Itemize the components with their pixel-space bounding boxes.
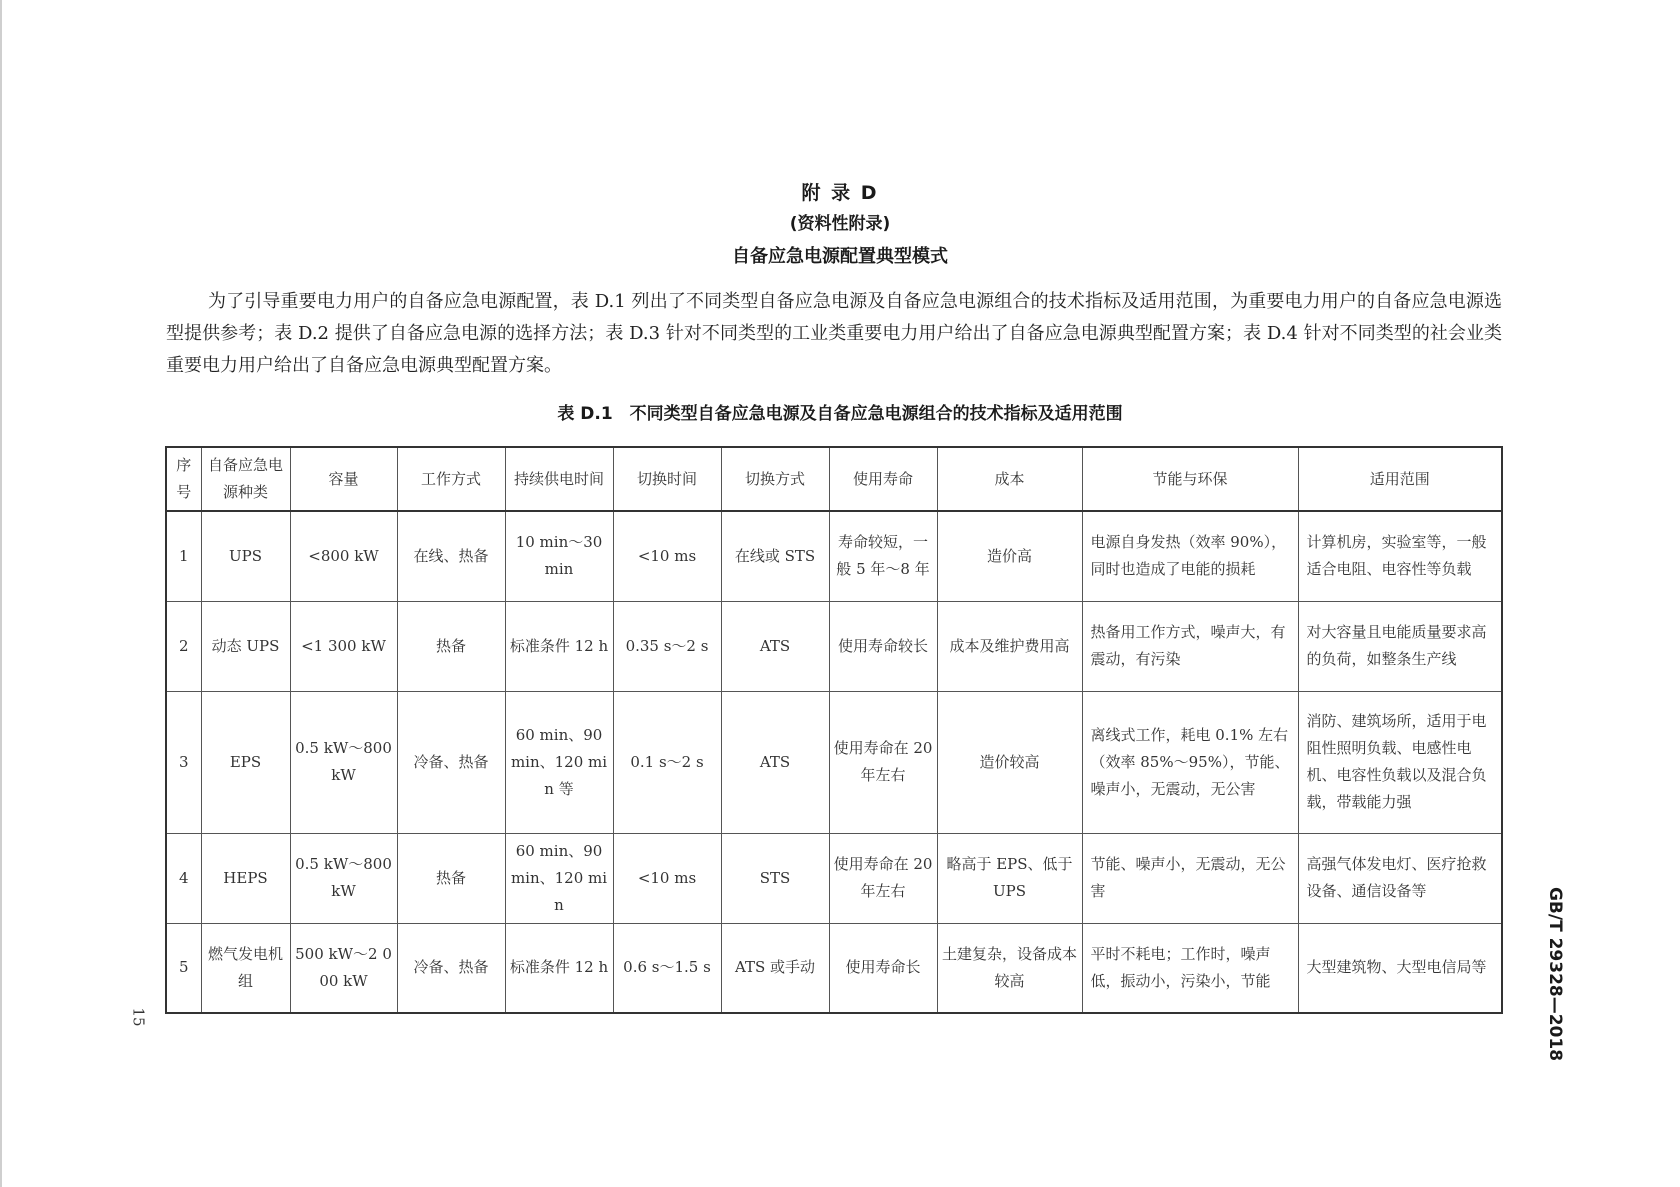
table-cell: 0.1 s～2 s bbox=[613, 691, 721, 833]
table-cell: 0.5 kW～800 kW bbox=[290, 691, 397, 833]
table-cell: 5 bbox=[166, 923, 201, 1013]
table-cell: 土建复杂，设备成本较高 bbox=[937, 923, 1082, 1013]
table-cell: 冷备、热备 bbox=[397, 923, 505, 1013]
table-cell: 造价高 bbox=[937, 511, 1082, 601]
table-cell: 计算机房，实验室等，一般适合电阻、电容性等负载 bbox=[1298, 511, 1502, 601]
table-cell: 2 bbox=[166, 601, 201, 691]
table-cell: ATS bbox=[721, 691, 829, 833]
table-row bbox=[166, 833, 1502, 923]
table-cell: EPS bbox=[201, 691, 290, 833]
table-cell: 3 bbox=[166, 691, 201, 833]
table-cell: 标准条件 12 h bbox=[505, 923, 613, 1013]
table-cell: 成本及维护费用高 bbox=[937, 601, 1082, 691]
table-cell: 冷备、热备 bbox=[397, 691, 505, 833]
table-cell: 标准条件 12 h bbox=[505, 601, 613, 691]
intro-paragraph: 为了引导重要电力用户的自备应急电源配置，表 D.1 列出了不同类型自备应急电源及自备应急电源组合的技术指标及适用范围，为重要电力用户的自备应急电源选型提供参考；表 D.2 提供了自备应急电源的选择方法；表 D.3 针对不同类型的工业类重要电力用户给出了自备应急电源典型配置方案；表 D.4 针对不同类型的社会业类重要电力用户给出了自备应急电源典型配置方案。 bbox=[166, 291, 1502, 376]
header-cell: 序号 bbox=[166, 447, 201, 511]
header-cell: 容量 bbox=[290, 447, 397, 511]
table-cell: 动态 UPS bbox=[201, 601, 290, 691]
table-cell: <10 ms bbox=[613, 833, 721, 923]
table-cell: 10 min～30 min bbox=[505, 511, 613, 601]
table-cell: 使用寿命长 bbox=[829, 923, 937, 1013]
table-row bbox=[166, 923, 1502, 1013]
table-cell: 造价较高 bbox=[937, 691, 1082, 833]
table-cell: 在线或 STS bbox=[721, 511, 829, 601]
appendix-title: 附 录 D bbox=[801, 182, 879, 204]
table-cell: 使用寿命在 20 年左右 bbox=[829, 691, 937, 833]
table-cell: 寿命较短，一般 5 年～8 年 bbox=[829, 511, 937, 601]
table-cell: 电源自身发热（效率 90%），同时也造成了电能的损耗 bbox=[1082, 511, 1298, 601]
table-cell: 500 kW～2 000 kW bbox=[290, 923, 397, 1013]
header-cell: 切换方式 bbox=[721, 447, 829, 511]
table-cell: 略高于 EPS、低于 UPS bbox=[937, 833, 1082, 923]
table-cell: 高强气体发电灯、医疗抢救设备、通信设备等 bbox=[1298, 833, 1502, 923]
table-cell: 使用寿命在 20 年左右 bbox=[829, 833, 937, 923]
table-cell: 0.5 kW～800 kW bbox=[290, 833, 397, 923]
table-cell: <10 ms bbox=[613, 511, 721, 601]
table-cell: 1 bbox=[166, 511, 201, 601]
table-cell: ATS bbox=[721, 601, 829, 691]
spec-table bbox=[165, 446, 1503, 1014]
table-cell: 0.6 s～1.5 s bbox=[613, 923, 721, 1013]
table-cell: 离线式工作，耗电 0.1% 左右（效率 85%～95%），节能、噪声小，无震动，无公害 bbox=[1082, 691, 1298, 833]
table-header-row bbox=[166, 447, 1502, 511]
table-cell: <800 kW bbox=[290, 511, 397, 601]
table-cell: 节能、噪声小，无震动，无公害 bbox=[1082, 833, 1298, 923]
header-cell: 持续供电时间 bbox=[505, 447, 613, 511]
table-cell: STS bbox=[721, 833, 829, 923]
table-cell: 4 bbox=[166, 833, 201, 923]
table-cell: 消防、建筑场所，适用于电阻性照明负载、电感性电机、电容性负载以及混合负载，带载能力强 bbox=[1298, 691, 1502, 833]
table-row bbox=[166, 601, 1502, 691]
table-cell: ATS 或手动 bbox=[721, 923, 829, 1013]
table-cell: 对大容量且电能质量要求高的负荷，如整条生产线 bbox=[1298, 601, 1502, 691]
table-cell: HEPS bbox=[201, 833, 290, 923]
table-cell: 使用寿命较长 bbox=[829, 601, 937, 691]
table-cell: 在线、热备 bbox=[397, 511, 505, 601]
table-row bbox=[166, 511, 1502, 601]
table-caption: 表 D.1 不同类型自备应急电源及自备应急电源组合的技术指标及适用范围 bbox=[557, 404, 1123, 424]
table-cell: 60 min、90 min、120 min 等 bbox=[505, 691, 613, 833]
header-cell: 节能与环保 bbox=[1082, 447, 1298, 511]
table-cell: 燃气发电机组 bbox=[201, 923, 290, 1013]
table-cell: 大型建筑物、大型电信局等 bbox=[1298, 923, 1502, 1013]
table-row bbox=[166, 691, 1502, 833]
header-cell: 使用寿命 bbox=[829, 447, 937, 511]
standard-code: GB/T 29328—2018 bbox=[1545, 886, 1565, 1062]
table-cell: 热备 bbox=[397, 833, 505, 923]
table-cell: 60 min、90 min、120 min bbox=[505, 833, 613, 923]
table-cell: 热备用工作方式，噪声大，有震动，有污染 bbox=[1082, 601, 1298, 691]
header-cell: 工作方式 bbox=[397, 447, 505, 511]
header-cell: 自备应急电源种类 bbox=[201, 447, 290, 511]
header-cell: 切换时间 bbox=[613, 447, 721, 511]
table-cell: 平时不耗电；工作时，噪声低，振动小，污染小，节能 bbox=[1082, 923, 1298, 1013]
appendix-type: (资料性附录) bbox=[789, 214, 891, 234]
table-cell: 0.35 s～2 s bbox=[613, 601, 721, 691]
header-cell: 成本 bbox=[937, 447, 1082, 511]
appendix-subject: 自备应急电源配置典型模式 bbox=[732, 246, 948, 267]
table-cell: 热备 bbox=[397, 601, 505, 691]
table-cell: UPS bbox=[201, 511, 290, 601]
header-cell: 适用范围 bbox=[1298, 447, 1502, 511]
page-number: 15 bbox=[129, 1007, 148, 1027]
table-cell: <1 300 kW bbox=[290, 601, 397, 691]
